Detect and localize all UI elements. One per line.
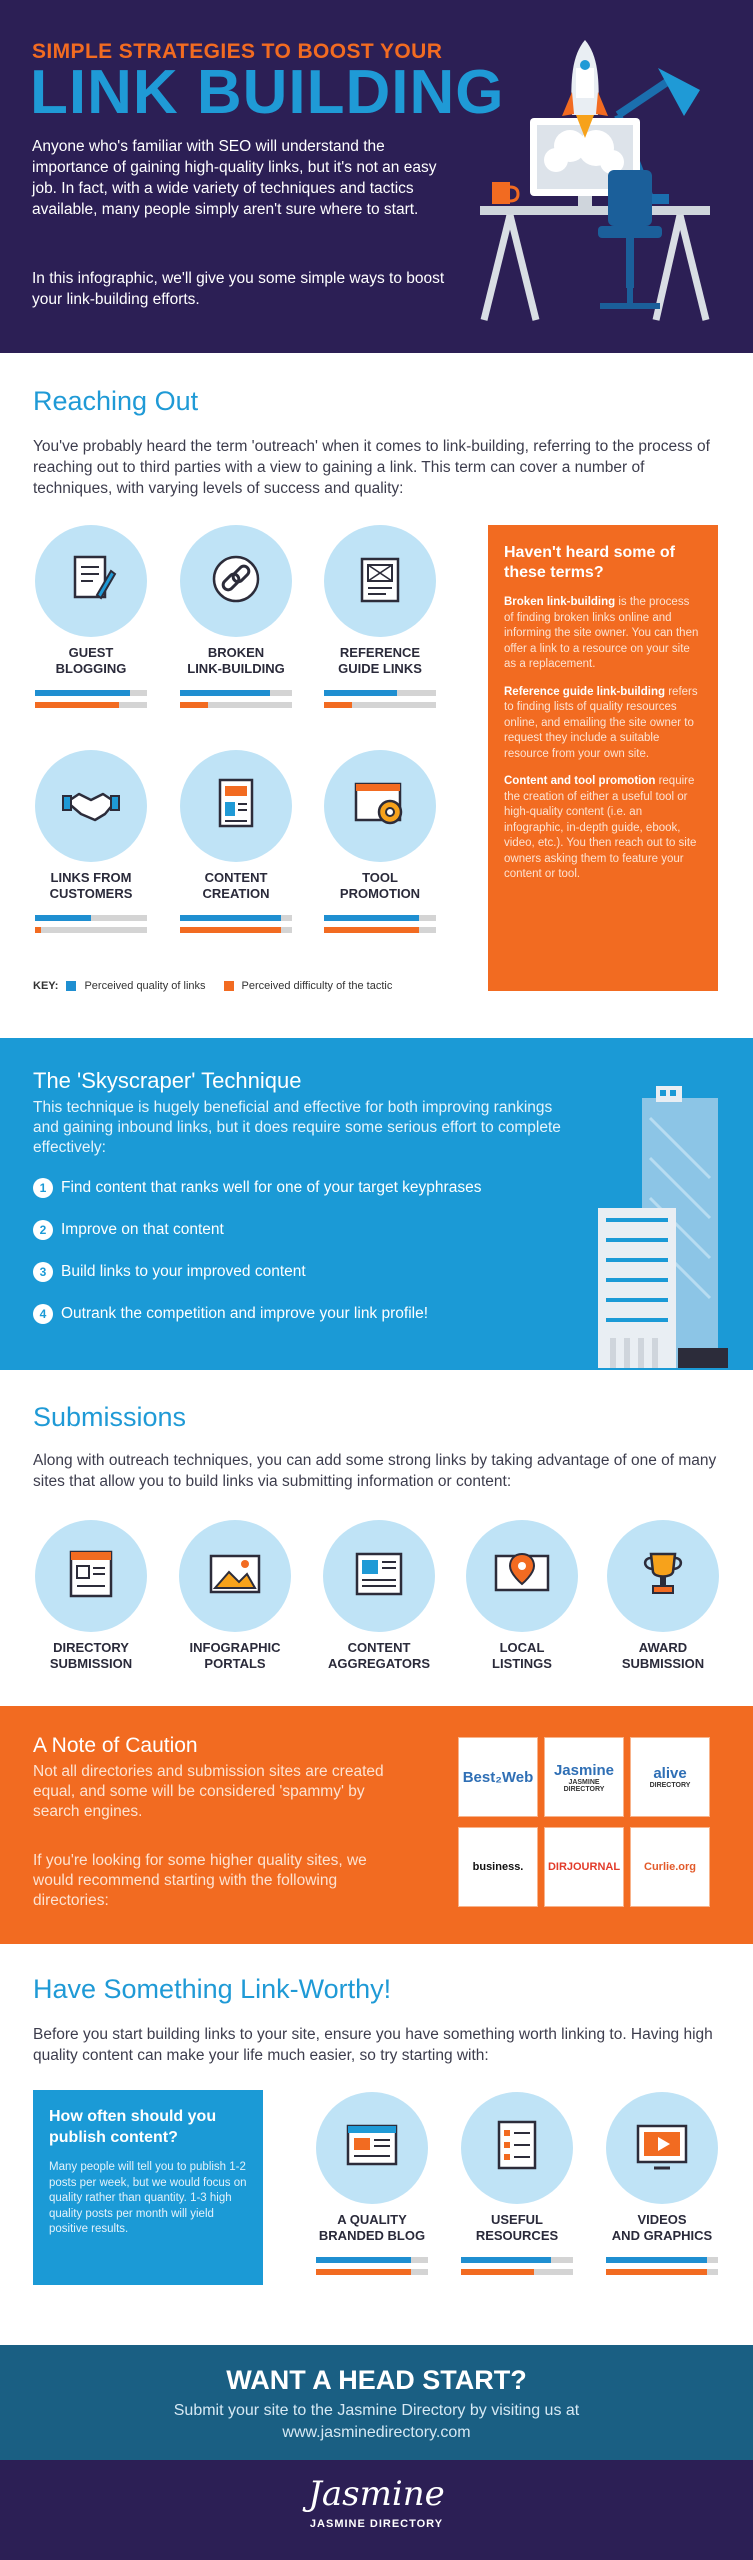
directory-logo-text: Curlie.org bbox=[644, 1861, 696, 1873]
directory-icon-circle bbox=[35, 1520, 147, 1632]
directory-logo[interactable] bbox=[459, 1828, 537, 1906]
submission-label: CONTENT AGGREGATORS bbox=[327, 1640, 431, 1671]
cta-banner bbox=[0, 2345, 753, 2460]
content-document-icon-circle bbox=[180, 750, 292, 862]
reaching-out-title: Reaching Out bbox=[33, 386, 199, 416]
cta-line-1: Submit your site to the Jasmine Directory by visiting us at bbox=[173, 2402, 580, 2419]
skyscraper-section bbox=[0, 1038, 753, 1370]
tactic-label: REFERENCE GUIDE LINKS bbox=[338, 645, 422, 676]
directory-logo[interactable] bbox=[545, 1828, 623, 1906]
directory-logo-text: Jasmine bbox=[553, 1761, 615, 1779]
step-number: 4 bbox=[33, 1304, 53, 1324]
linkworthy-title: Have Something Link-Worthy! bbox=[33, 1974, 392, 2004]
trophy-icon bbox=[631, 1542, 695, 1611]
footer bbox=[0, 2460, 753, 2560]
key-quality-swatch bbox=[66, 981, 76, 991]
handshake-icon bbox=[59, 772, 123, 841]
key-difficulty-label: Perceived difficulty of the tactic bbox=[241, 980, 393, 992]
step-text: Improve on that content bbox=[61, 1221, 224, 1238]
browser-gear-icon-circle bbox=[324, 750, 436, 862]
directory-logo[interactable] bbox=[631, 1738, 709, 1816]
newspaper-icon-circle bbox=[323, 1520, 435, 1632]
directory-logo[interactable] bbox=[459, 1738, 537, 1816]
quality-bar bbox=[180, 690, 292, 696]
directory-logo[interactable] bbox=[545, 1738, 623, 1816]
broken-link-icon-circle bbox=[180, 525, 292, 637]
terms-content-tool: Content and tool promotion require the creation of either a useful tool or high-quality content (i.e. an infographic, in-depth guide, ebook, video, etc.). You then reach out to site owners asking them to feature your content or tool. bbox=[504, 775, 697, 880]
directory-logo-sub: JASMINE DIRECTORY bbox=[563, 1778, 605, 1793]
submission-label: AWARD SUBMISSION bbox=[621, 1640, 705, 1671]
handshake-icon-circle bbox=[35, 750, 147, 862]
tactic-label: GUEST BLOGGING bbox=[55, 645, 127, 676]
directory-logo[interactable] bbox=[631, 1828, 709, 1906]
blog-icon-circle bbox=[316, 2092, 428, 2204]
quality-bar bbox=[606, 2257, 718, 2263]
checklist-icon bbox=[485, 2114, 549, 2183]
quality-bar bbox=[35, 915, 147, 921]
tactic-label: CONTENT CREATION bbox=[202, 870, 270, 901]
skyscraper-step bbox=[33, 1220, 224, 1240]
header-intro-2: In this infographic, we'll give you some simple ways to boost your link-building efforts. bbox=[32, 270, 445, 308]
image-frame-icon-circle bbox=[179, 1520, 291, 1632]
linkworthy-intro: Before you start building links to your site, ensure you have something worth linking to. Having high quality content can make your life much easier, so try starting with: bbox=[33, 2026, 713, 2064]
publish-box-title: How often should you publish content? bbox=[49, 2108, 217, 2146]
map-pin-icon bbox=[490, 1542, 554, 1611]
video-icon-circle bbox=[606, 2092, 718, 2204]
trophy-icon-circle bbox=[607, 1520, 719, 1632]
directory-logo-text: alive bbox=[653, 1765, 687, 1782]
tactic-label: BROKEN LINK-BUILDING bbox=[187, 645, 285, 676]
step-number: 1 bbox=[33, 1178, 53, 1198]
step-number: 3 bbox=[33, 1262, 53, 1282]
difficulty-bar bbox=[324, 927, 436, 933]
tactic-label: A QUALITY BRANDED BLOG bbox=[318, 2212, 426, 2243]
caution-text-2: If you're looking for some higher quality sites, we would recommend starting with the following directories: bbox=[33, 1852, 367, 1909]
document-pen-icon bbox=[59, 547, 123, 616]
cta-url-link[interactable]: www.jasminedirectory.com bbox=[282, 2424, 471, 2441]
skyscraper-title: The 'Skyscraper' Technique bbox=[33, 1068, 302, 1093]
quality-bar bbox=[35, 690, 147, 696]
content-document-icon bbox=[204, 772, 268, 841]
tactic-label: TOOL PROMOTION bbox=[339, 870, 421, 901]
quality-bar bbox=[324, 690, 436, 696]
blog-icon bbox=[340, 2114, 404, 2183]
key-quality-label: Perceived quality of links bbox=[84, 980, 206, 992]
submission-label: INFOGRAPHIC PORTALS bbox=[189, 1640, 281, 1671]
map-pin-icon-circle bbox=[466, 1520, 578, 1632]
key-difficulty-swatch bbox=[224, 981, 234, 991]
terms-callout-title: Haven't heard some of these terms? bbox=[504, 544, 675, 581]
publish-box-text: Many people will tell you to publish 1-2 posts per week, but we would focus on quality rather than quantity. 1-3 high quality posts per month will yield positive results. bbox=[49, 2161, 247, 2235]
terms-broken-link: Broken link-building is the process of finding broken links online and informing the site owner. You can then offer a link to a resource on your site as a replacement. bbox=[504, 596, 699, 670]
video-icon bbox=[630, 2114, 694, 2183]
caution-text-1: Not all directories and submission sites are created equal, and some will be considered 'spammy' by search engines. bbox=[33, 1763, 384, 1820]
broken-link-icon bbox=[204, 547, 268, 616]
image-frame-icon bbox=[203, 1542, 267, 1611]
header-banner bbox=[0, 0, 753, 353]
difficulty-bar bbox=[606, 2269, 718, 2275]
document-pen-icon-circle bbox=[35, 525, 147, 637]
submissions-title: Submissions bbox=[33, 1402, 187, 1432]
reference-guide-icon bbox=[348, 547, 412, 616]
reaching-out-intro: You've probably heard the term 'outreach' when it comes to link-building, referring to the process of reaching out to third parties with a view to gaining a link. This term can cover a number of techniques, with varying levels of success and quality: bbox=[33, 438, 710, 497]
terms-callout bbox=[488, 525, 718, 991]
step-text: Outrank the competition and improve your link profile! bbox=[61, 1305, 429, 1322]
skyscraper-step bbox=[33, 1178, 481, 1198]
key-label: KEY: bbox=[33, 980, 59, 992]
difficulty-bar bbox=[35, 702, 147, 708]
browser-gear-icon bbox=[348, 772, 412, 841]
submissions-intro: Along with outreach techniques, you can add some strong links by taking advantage of one of many sites that allow you to build links via submitting information or content: bbox=[33, 1452, 717, 1490]
footer-logo: Jasmine bbox=[308, 2474, 445, 2514]
checklist-icon-circle bbox=[461, 2092, 573, 2204]
skyscraper-illustration bbox=[598, 1078, 728, 1368]
submission-label: DIRECTORY SUBMISSION bbox=[49, 1640, 133, 1671]
difficulty-bar bbox=[461, 2269, 573, 2275]
difficulty-bar bbox=[180, 927, 292, 933]
header-title: LINK BUILDING bbox=[30, 58, 505, 127]
quality-bar bbox=[324, 915, 436, 921]
difficulty-bar bbox=[180, 702, 292, 708]
quality-bar bbox=[316, 2257, 428, 2263]
caution-section bbox=[0, 1706, 753, 1944]
quality-bar bbox=[461, 2257, 573, 2263]
directory-logo-text: DIRJOURNAL bbox=[547, 1861, 621, 1873]
cta-title: WANT A HEAD START? bbox=[226, 2365, 527, 2395]
reference-guide-icon-circle bbox=[324, 525, 436, 637]
caution-title: A Note of Caution bbox=[33, 1734, 198, 1757]
skyscraper-desc: This technique is hugely beneficial and effective for both improving rankings and gaining inbound links, but it does require some serious effort to complete effectively: bbox=[33, 1099, 561, 1156]
skyscraper-step bbox=[33, 1262, 306, 1282]
footer-logo-sub: JASMINE DIRECTORY bbox=[309, 2518, 444, 2530]
skyscraper-step bbox=[33, 1304, 428, 1324]
tactic-label: VIDEOS AND GRAPHICS bbox=[611, 2212, 713, 2243]
difficulty-bar bbox=[324, 702, 436, 708]
tactic-label: LINKS FROM CUSTOMERS bbox=[49, 870, 133, 901]
submission-label: LOCAL LISTINGS bbox=[492, 1640, 552, 1671]
terms-reference-guide: Reference guide link-building refers to finding lists of quality resources online, and emailing the site owner to request they include a suitable resource from your own site. bbox=[504, 685, 698, 760]
directory-logo-sub: DIRECTORY bbox=[649, 1782, 691, 1789]
difficulty-bar bbox=[35, 927, 147, 933]
rocket-desk-illustration bbox=[470, 20, 730, 340]
directory-logo-text: business. bbox=[472, 1861, 524, 1873]
directory-logo-text: Best₂Web bbox=[462, 1768, 534, 1786]
bar-key bbox=[33, 980, 392, 992]
step-number: 2 bbox=[33, 1220, 53, 1240]
publish-frequency-box bbox=[33, 2090, 263, 2285]
directory-icon bbox=[59, 1542, 123, 1611]
newspaper-icon bbox=[347, 1542, 411, 1611]
tactic-label: USEFUL RESOURCES bbox=[475, 2212, 559, 2243]
step-text: Find content that ranks well for one of your target keyphrases bbox=[61, 1179, 482, 1196]
header-intro: Anyone who's familiar with SEO will understand the importance of gaining high-quality links, but it's not an easy job. In fact, with a wide variety of techniques and tactics available, many people simply aren't sure where to start. bbox=[32, 138, 437, 218]
difficulty-bar bbox=[316, 2269, 428, 2275]
step-text: Build links to your improved content bbox=[61, 1263, 306, 1280]
header-pre-title: SIMPLE STRATEGIES TO BOOST YOUR bbox=[32, 40, 443, 63]
quality-bar bbox=[180, 915, 292, 921]
